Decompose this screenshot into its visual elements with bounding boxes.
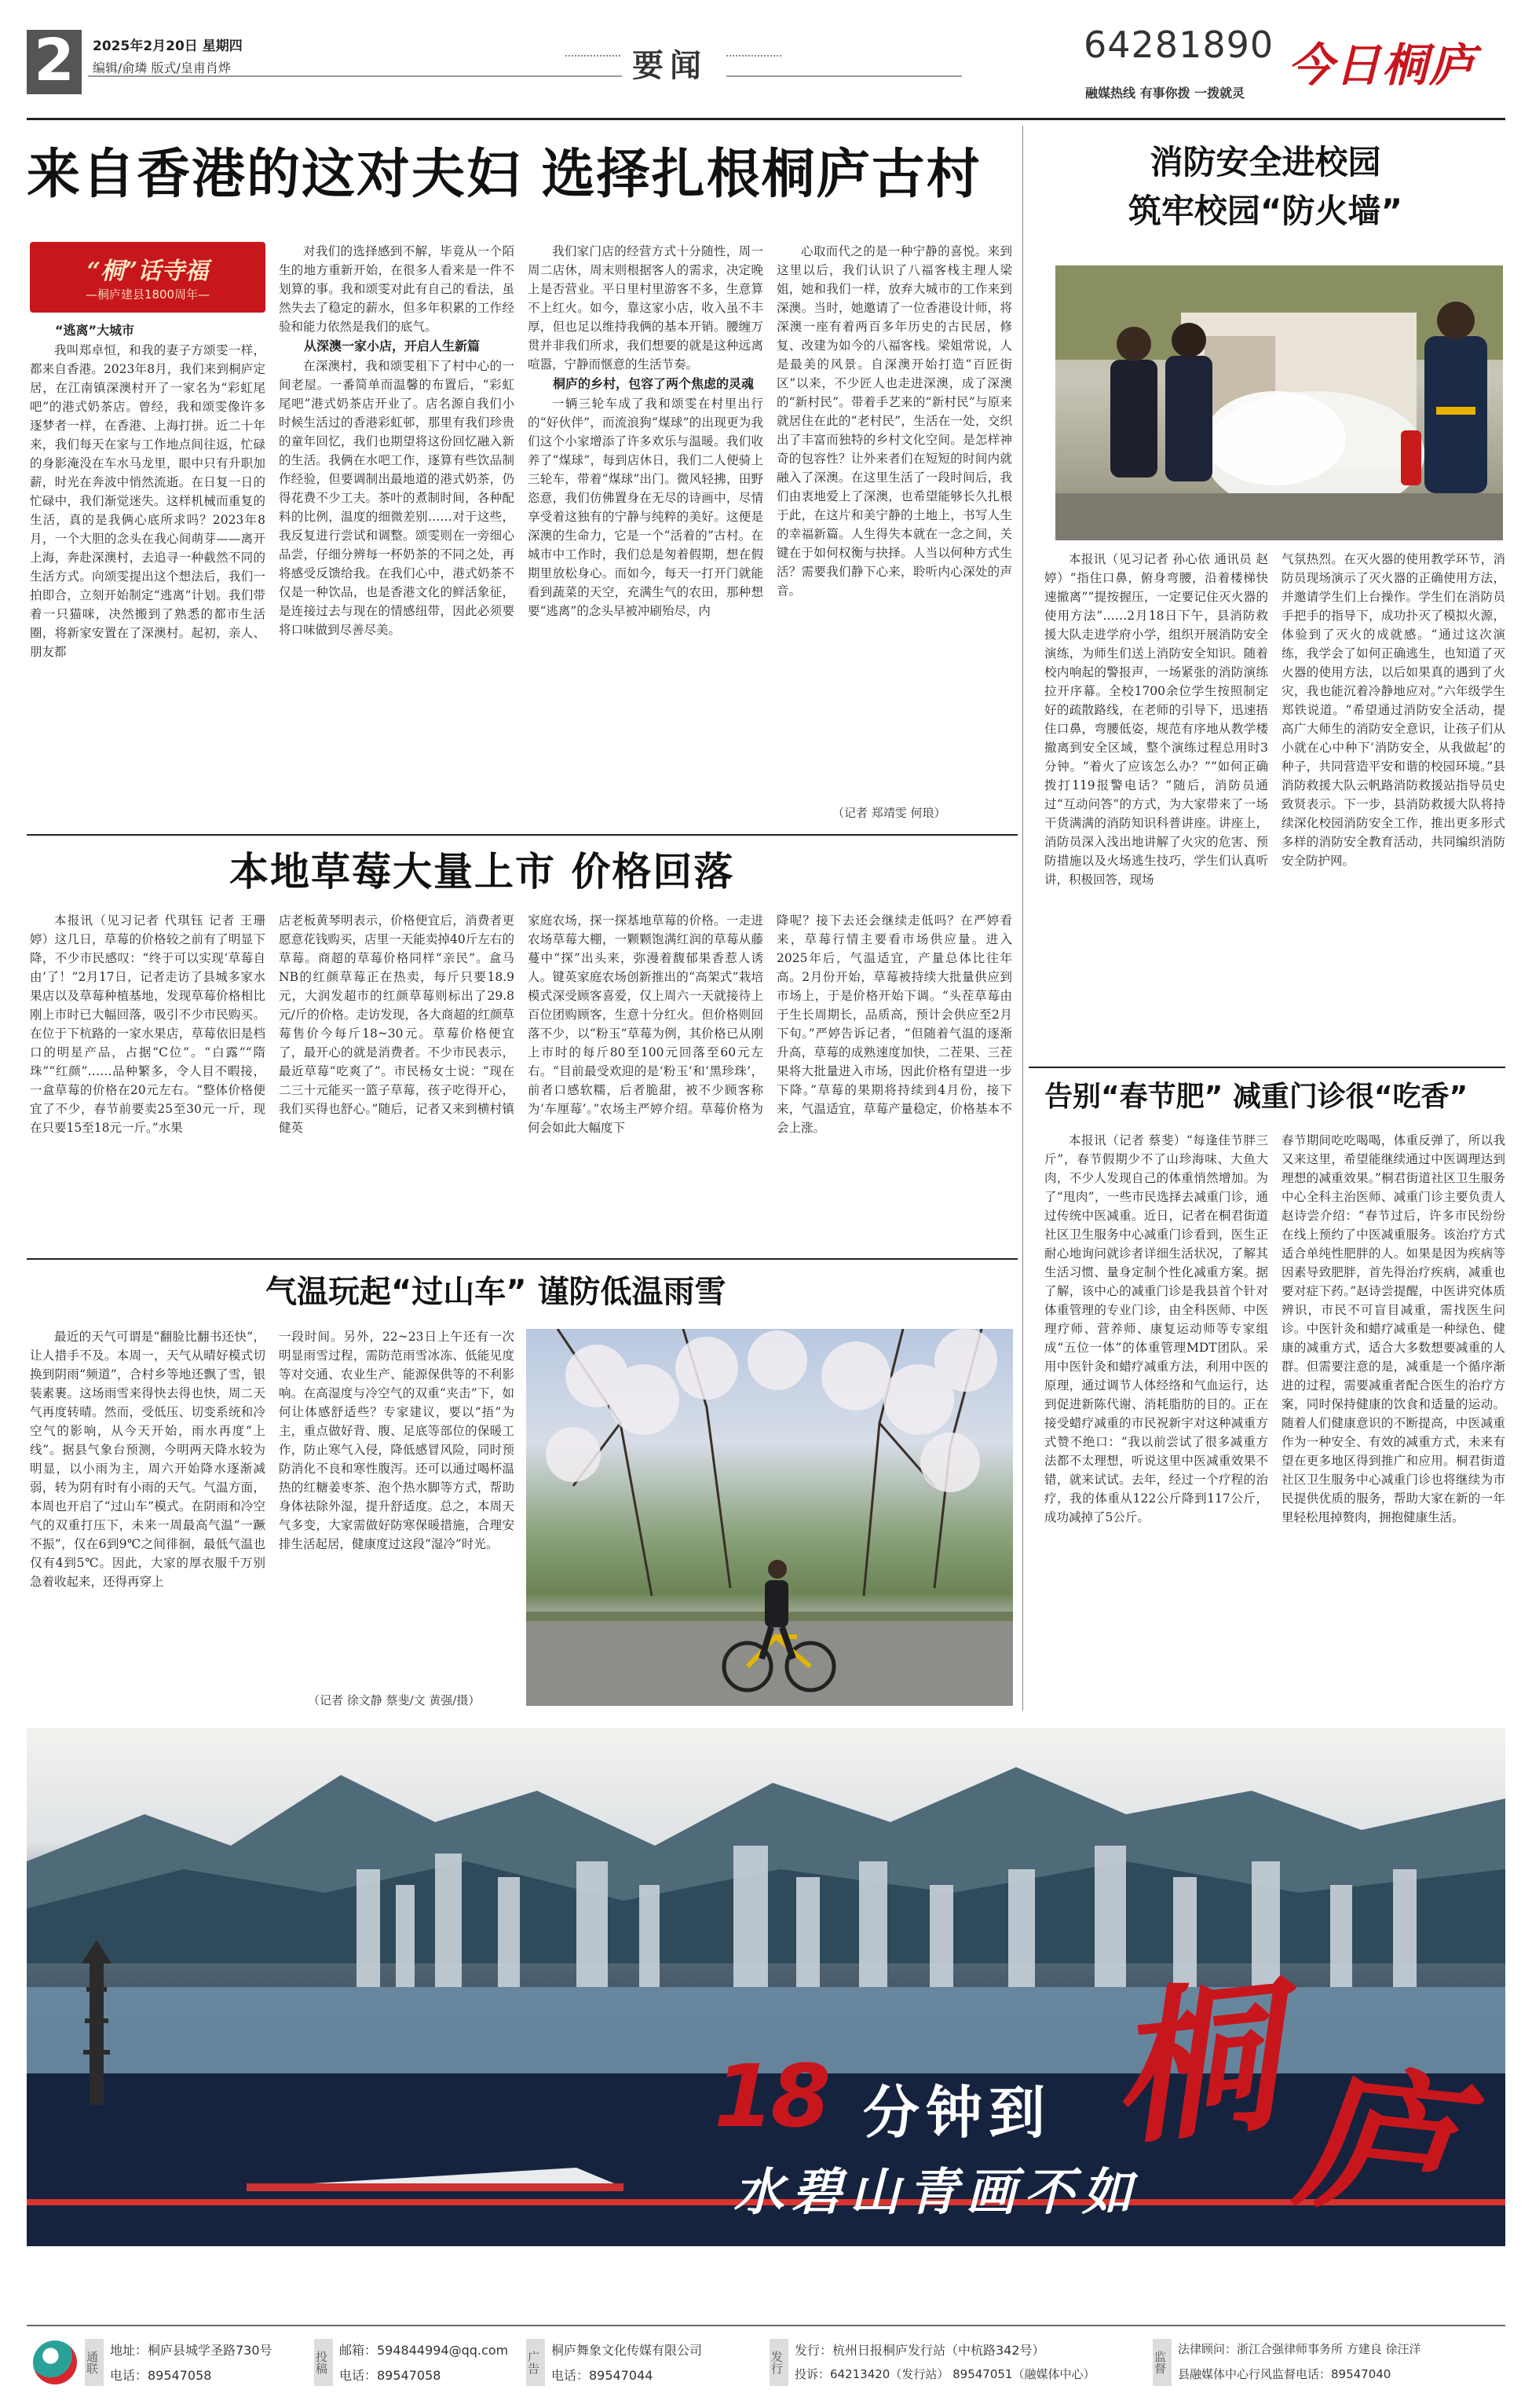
- section-title: 要闻: [632, 48, 707, 84]
- hotline-slogan: 融媒热线 有事你拨 一拨就灵: [1085, 86, 1245, 101]
- ad-text-minutes: 分钟到: [863, 2080, 1052, 2146]
- footer-contrib-phone: 电话：89547058: [339, 2368, 441, 2383]
- cyclist-photo: [526, 1329, 1013, 1706]
- article4-title-line2: 筑牢校园“防火墙”: [1128, 192, 1403, 230]
- paper-logo: 今日桐庐: [1288, 38, 1477, 92]
- article1-text-col2b: 在深澳村，我和颂雯租下了村中心的一间老屋。一番简单而温馨的布置后，“彩虹尾吧”港式奶茶店开业了。店名源自我们小时候生活过的香港彩虹邨，那里有我们珍贵的童年回忆，我们也期望将这份回忆融入新的生活。我俩在水吧工作，逐算有些饮品制作经验，但要调制出最地道的港式奶茶，仍得花费不少工夫。茶叶的煮制时间，各种配料的比例，温度的细微差别……对于这些，我反复进行尝试和调整。颂雯则在一旁细心品尝，仔细分辨每一杯奶茶的不同之处，再将感受反馈给我。在我们心中，港式奶茶不仅是一种饮品，也是香港文化的鲜活象征，是连接过去与现在的情感纽带，因此必须要将口味做到尽善尽美。: [279, 359, 514, 637]
- page-number: 2: [34, 27, 75, 94]
- article2-bottom-rule: [27, 1258, 1018, 1260]
- article1-text-col4: 心取而代之的是一种宁静的喜悦。来到这里以后，我们认识了八福客栈主理人梁姐，她和我们一样，放弃大城市的工作来到深澳。当时，她邀请了一位香港设计师，将深澳一座有着两百多年历史的古民居，修复、改建为如今的八福客栈。梁姐常说，人是最美的风景。自深澳开始打造“百匠街区”以来，不少匠人也走进深澳，成了深澳的“新村民”。带着手艺来的“新村民”与原来就居住在此的“老村民”，生活在一处，交织出了丰富而独特的乡村文化空间。是怎样神奇的包容性？让外来者们在短短的时间内就融入了深澳。在这里生活了一段时间后，我们由衷地爱上了深澳，也希望能够长久扎根于此，在这片和美宁静的土地上，书写人生的幸福新篇。人生得失本就在一念之间，关键在于如何权衡与抉择。人当以何种方式生活？需要我们静下心来，聆听内心深处的声音。: [777, 244, 1012, 598]
- article5-col2: [1282, 1131, 1505, 1708]
- footer-news-address: 地址：桐庐县城学圣路730号: [110, 2343, 272, 2358]
- hotline-number: 64281890: [1084, 24, 1274, 66]
- fire-extinguisher: [1401, 430, 1421, 485]
- footer-ad-company: 桐庐舞象文化传媒有限公司: [551, 2343, 703, 2358]
- footer: [27, 2334, 1505, 2389]
- article1-col4: [777, 242, 1012, 831]
- article1-subhead1: “逃离”大城市: [55, 323, 135, 338]
- article4-text-col1: 本报讯（见习记者 孙心依 通讯员 赵婷）“指住口鼻，俯身弯腰，沿着楼梯快速撤离”“提按握压，一定要记住灭火器的使用方法”……2月18日下午，县消防救援大队走进学府小学，组织开展消防安全演练，为师生们送上消防安全知识。随着校内响起的警报声，一场紧张的消防演练拉开序幕。全校1700余位学生按照制定好的疏散路线，在老师的引导下，迅速捂住口鼻，弯腰低姿，规范有序地从教学楼撤离到安全区域，整个演练过程总用时3分钟。“着火了应该怎么办？”“如何正确拨打119报警电话？”随后，消防员通过“互动问答”的方式，为大家带来了一场干货满满的消防知识科普讲座。讲座上，消防员深入浅出地讲解了火灾的危害、预防措施以及火场逃生技巧，学生们认真听讲，积极回答，现场: [1044, 552, 1268, 887]
- footer-contrib-email[interactable]: 邮箱：594844994@qq.com: [339, 2343, 509, 2358]
- series-badge: [30, 242, 265, 313]
- article5-title: 告别“春节肥” 减重门诊很“吃香”: [1044, 1081, 1468, 1113]
- footer-dist-info: 发行：杭州日报桐庐发行站（中杭路342号）: [795, 2343, 1045, 2358]
- article1-title: 来自香港的这对夫妇 选择扎根桐庐古村: [27, 144, 982, 206]
- footer-logo-icon: [33, 2340, 77, 2384]
- footer-top-rule: [27, 2325, 1505, 2326]
- article4-col1: [1044, 550, 1268, 1064]
- article1-text-col3: 我们家门店的经营方式十分随性，周一周二店休，周末则根据客人的需求，决定晚上是否营业。平日里村里游客不多，生意算不上红火。如今，靠这家小店，收入虽不丰厚，但也足以维持我俩的基本开销。腰缠万贯并非我们所求，我们想要的就是这种远离喧嚣，宁静而惬意的生活节奏。: [528, 244, 763, 371]
- footer-sup-phone: 县融媒体中心行风监督电话：89547040: [1178, 2367, 1391, 2381]
- footer-sup-label: 监督: [1153, 2339, 1172, 2386]
- header-rule-right: [726, 75, 962, 77]
- ad-number: 18: [714, 2046, 828, 2146]
- article5-text-col1: 本报讯（记者 蔡斐）“每逢佳节胖三斤”，春节假期少不了山珍海味、大鱼大肉，不少人发现自己的体重悄然增加。为了“甩肉”，一些市民选择去减重门诊，通过传统中医减重。近日，记者在桐君街道社区卫生服务中心减重门诊看到，医生正耐心地询问就诊者详细生活状况，了解其生活习惯、量身定制个性化减重方案。据了解，该中心的减重门诊是我县首个针对体重管理的专业门诊，由全科医师、中医理疗师、营养师、康复运动师等专家组成“五位一体”的体重管理MDT团队。采用中医针灸和蜡疗减重方法，利用中医的原理，通过调节人体经络和气血运行，达到促进新陈代谢、消耗脂肪的目的。正在接受蜡疗减重的市民祝新宇对这种减重方式赞不绝口：“我以前尝试了很多减重方法都不太理想，听说这里中医减重效果不错，就来试试。去年，经过一个疗程的治疗，我的体重从122公斤降到117公斤，成功减掉了5公斤。: [1044, 1133, 1268, 1524]
- footer-contrib-label: 投稿: [314, 2339, 333, 2386]
- issue-date: 2025年2月20日 星期四: [93, 38, 243, 54]
- article3-text-col2: 一段时间。另外，22~23日上午还有一次明显雨雪过程，需防范雨雪冰冻、低能见度等对交通、农业生产、能源保供等的不利影响。在高湿度与冷空气的双重“夹击”下，如何让体感舒适些？专家建议，要以“捂”为主，重点做好背、腹、足底等部位的保暖工作，防止寒气入侵，降低感冒风险，同时预防消化不良和寒性腹泻。还可以通过喝杯温热的红糖姜枣茶、泡个热水脚等方式，帮助身体祛除外湿，提升舒适度。总之，本周天气多变，大家需做好防寒保暖措施，合理安排生活起居，健康度过这段“湿冷”时光。: [279, 1330, 514, 1551]
- article1-col2: [279, 242, 514, 831]
- article3-title: 气温玩起“过山车” 谨防低温雨雪: [265, 1274, 726, 1310]
- article3-byline: （记者 徐文静 蔡斐/文 黄强/摄）: [308, 1693, 481, 1707]
- footer-news-phone: 电话：89547058: [110, 2368, 212, 2383]
- article1-col3: [528, 242, 763, 831]
- cyclist-photo-art: [526, 1329, 1013, 1706]
- tonglu-ad-banner: [27, 1728, 1505, 2246]
- footer-ad-phone: 电话：89547044: [551, 2368, 653, 2383]
- article5-text-col2: 春节期间吃吃喝喝，体重反弹了，所以我又来这里，希望能继续通过中医调理达到理想的减重效果。”桐君街道社区卫生服务中心全科主治医师、减重门诊主要负责人赵诗尝介绍：“春节过后，许多市民纷纷在线上预约了中医减重服务。该治疗方式适合单纯性肥胖的人。如果是因为疾病等因素导致肥胖，首先得治疗疾病，减重也要对症下药。”赵诗尝提醒，中医讲究体质辨识，市民不可盲目减重，需找医生问诊。中医针灸和蜡疗减重是一种绿色、健康的减重方式，适合大多数想要减重的人群。但需要注意的是，减重是一个循序渐进的过程，需要减重者配合医生的治疗方案，同时保持健康的饮食和适量的运动。随着人们健康意识的不断提高，中医减重作为一种安全、有效的减重方式，未来有望在更多地区得到推广和应用。桐君街道社区卫生服务中心减重门诊也将继续为市民提供优质的服务，帮助大家在新的一年里轻松甩掉赘肉，拥抱健康生活。: [1282, 1133, 1505, 1524]
- badge-title: “桐”话寺福: [86, 258, 209, 285]
- badge-subtitle: —桐庐建县1800周年—: [85, 287, 210, 302]
- article3-col2: [279, 1327, 514, 1689]
- footer-news-label: 通联: [85, 2339, 104, 2386]
- editors: 编辑/俞璘 版式/皇甫肖烨: [93, 60, 231, 75]
- article2-col2: [279, 911, 514, 1257]
- header-dash-left: [565, 55, 620, 57]
- column-divider: [1022, 126, 1023, 1711]
- article1-text-col2: 对我们的选择感到不解，毕竟从一个陌生的地方重新开始，在很多人看来是一件不划算的事。我和颂雯对此有自己的看法，虽然失去了稳定的薪水，但多年积累的工作经验和能力依然是我们的底气。: [279, 244, 514, 334]
- article4-col2: [1282, 550, 1505, 1064]
- fire-drill-photo: [1055, 265, 1503, 540]
- article1-col1: [30, 320, 265, 831]
- footer-dist-label: 发行: [770, 2339, 788, 2386]
- article1-bottom-rule: [27, 834, 1018, 836]
- article2-text-col3: 家庭农场，探一探基地草莓的价格。一走进农场草莓大棚，一颗颗饱满红润的草莓从藤蔓中“探”出头来，弥漫着馥郁果香惹人诱人。键英家庭农场创新推出的“高架式”栽培模式深受顾客喜爱，仅上周六一天就接待上百位团购顾客，生意十分红火。但价格则回落不少，以“粉玉”草莓为例，其价格已从刚上市时的每斤80至100元回落至60元左右。“目前最受欢迎的是‘粉玉’和‘黑珍珠’，前者口感软糯，后者脆甜，被不少顾客称为‘车厘莓’。”农场主严婷介绍。草莓价格为何会如此大幅度下: [528, 913, 763, 1135]
- header-bottom-rule: [27, 118, 1505, 120]
- footer-dist-phone: 投诉：64213420（发行站） 89547051（融媒体中心）: [795, 2367, 1095, 2381]
- header-rule-left: [88, 75, 622, 77]
- article3-col1: [30, 1327, 265, 1712]
- masthead: [0, 0, 1532, 118]
- article1-byline: （记者 郑靖雯 何琅）: [832, 806, 946, 820]
- article1-subhead3: 桐庐的乡村，包容了两个焦虑的灵魂: [553, 376, 755, 391]
- header-dash-right: [726, 55, 781, 57]
- article2-text-col1: 本报讯（见习记者 代琪钰 记者 王珊婷）这几日，草莓的价格较之前有了明显下降，不少市民感叹：“终于可以实现‘草莓自由’了！”2月17日，记者走访了县城多家水果店以及草莓种植基地，发现草莓价格相比刚上市时已大幅回落，吸引不少市民购买。在位于下杭路的一家水果店，草莓依旧是档口的明星产品，占据“C位”。“白露”“隋珠”“红颜”……品种繁多，令人目不暇接，一盒草莓的价格在20元左右。“整体价格便宜了不少，春节前要卖25至30元一斤，现在只要15至18元一斤。”水果: [30, 913, 265, 1135]
- fire-drill-photo-art: [1055, 265, 1503, 540]
- article2-col3: [528, 911, 763, 1257]
- article1-text-col3b: 一辆三轮车成了我和颂雯在村里出行的“好伙伴”，而流浪狗“煤球”的出现更为我们这个小家增添了许多欢乐与温暖。我们收养了“煤球”，每到店休日，我们二人便骑上三轮车，带着“煤球”出门。微风轻拂，田野恣意，我们仿佛置身在无尽的诗画中，尽情享受着这独有的宁静与纯粹的美好。这便是深澳的生命力，它是一个“活着的”古村。在城市中工作时，我们总是匆着假期，想在假期里放松身心。而如今，每天一打开门就能看到蔬菜的天空，充满生气的农田，那种想要“逃离”的念头早被冲刷殆尽，内: [528, 397, 763, 618]
- article4-text-col2: 气氛热烈。在灭火器的使用教学环节，消防员现场演示了灭火器的正确使用方法，并邀请学生们上台操作。学生们在消防员手把手的指导下，成功扑灭了模拟火源，体验到了灭火的成就感。“通过这次演练，我学会了如何正确逃生，也知道了灭火器的使用方法，以后如果真的遇到了火灾，我也能沉着冷静地应对。”六年级学生郑铁说道。“希望通过消防安全活动，提高广大师生的消防安全意识，让孩子们从小就在心中种下‘消防安全，从我做起’的种子，共同营造平安和谐的校园环境。”县消防救援大队云帆路消防救援站指导员史致贤表示。下一步，县消防救援大队将持续深化校园消防安全工作，推出更多形式多样的消防安全教育活动，共同编织消防安全防护网。: [1282, 552, 1505, 868]
- footer-sup-legal: 法律顾问：浙江合强律师事务所 方建良 徐汪洋: [1178, 2342, 1421, 2356]
- article5-col1: [1044, 1131, 1268, 1708]
- article2-col1: [30, 911, 265, 1257]
- article1-subhead2: 从深澳一家小店，开启人生新篇: [304, 339, 481, 353]
- footer-ad-label: 广告: [526, 2339, 545, 2386]
- ad-big-char-tong: 桐: [1102, 1958, 1287, 2169]
- article1-text-col1: 我叫郑卓恒，和我的妻子方颂雯一样，都来自香港。2023年8月，我们来到桐庐定居，在江南镇深澳村开了一家名为“彩虹尾吧”的港式奶茶店。曾经，我和颂雯像许多逐梦者一样，在香港、上海打拼。近二十年来，我们每天在家与工作地点间往返，忙碌的身影淹没在车水马龙里，眼中只有升职加薪，时光在奔波中悄然流逝。在日复一日的忙碌中，我们渐觉迷失。这样机械而重复的生活，真的是我俩心底所求吗？2023年8月，一个大胆的念头在我心间萌芽——离开上海，奔赴深澳村，去追寻一种截然不同的生活方式。向颂雯提出这个想法后，我们一拍即合，立刻开始制定“逃离”计划。我们带着一只猫咪，决然搬到了熟悉的都市生活圈，将新家安置在了深澳村。起初，亲人、朋友都: [30, 343, 265, 659]
- article4-title-line1: 消防安全进校园: [1150, 143, 1381, 181]
- ad-big-char-lu: 庐: [1288, 2044, 1464, 2244]
- article3-text-col1: 最近的天气可谓是“翻脸比翻书还快”，让人措手不及。本周一，天气从晴好模式切换到阴雨“频道”，合村乡等地还飘了雪，银装素裹。这场雨雪来得快去得也快，周二天气再度转晴。然而，受低压、切变系统和冷空气的影响，从今天开始，雨水再度“上线”。据县气象台预测，今明两天降水较为明显，以小雨为主，周六开始降水逐渐减弱，转为阴有时有小雨的天气。气温方面，本周也开启了“过山车”模式。在阴雨和冷空气的双重打压下，未来一周最高气温“一蹶不振”，仅在6到9℃之间徘徊，最低气温也仅有4到5℃。因此，大家的厚衣服千万别急着收起来，还得再穿上: [30, 1330, 265, 1589]
- article2-text-col4: 降呢？接下去还会继续走低吗？在严婷看来，草莓行情主要看市场供应量。进入2025年后，气温适宜，产量总体比往年高。2月份开始，草莓被持续大批量供应到市场上，于是价格开始下调。“头茬草莓由于生长周期长，品质高，预计会供应至2月下旬。”严婷告诉记者，“但随着气温的逐渐升高，草莓的成熟速度加快，二茬果、三茬果将大批量进入市场，因此价格有望进一步下降。”草莓的果期将持续到4月份，接下来，气温适宜，草莓产量稳定，价格基本不会上涨。: [777, 913, 1012, 1135]
- article4-bottom-rule: [1029, 1067, 1505, 1068]
- ad-slogan: 水碧山青画不如: [733, 2164, 1140, 2222]
- article2-text-col2: 店老板黄琴明表示，价格便宜后，消费者更愿意花钱购买，店里一天能卖掉40斤左右的草莓。商超的草莓价格同样“亲民”。盒马NB的红颜草莓正在热卖，每斤只要18.9元，大润发超市的红颜草莓则标出了29.8元/斤的价格。走访发现，各大商超的红颜草莓售价今每斤18~30元。草莓价格便宜了，最开心的就是消费者。不少市民表示，最近草莓“吃爽了”。市民杨女士说：“现在二三十元能买一篮子草莓，孩子吃得开心，我们买得也舒心。”随后，记者又来到横村镇健英: [279, 913, 514, 1135]
- article2-col4: [777, 911, 1012, 1257]
- article2-title: 本地草莓大量上市 价格回落: [229, 849, 735, 895]
